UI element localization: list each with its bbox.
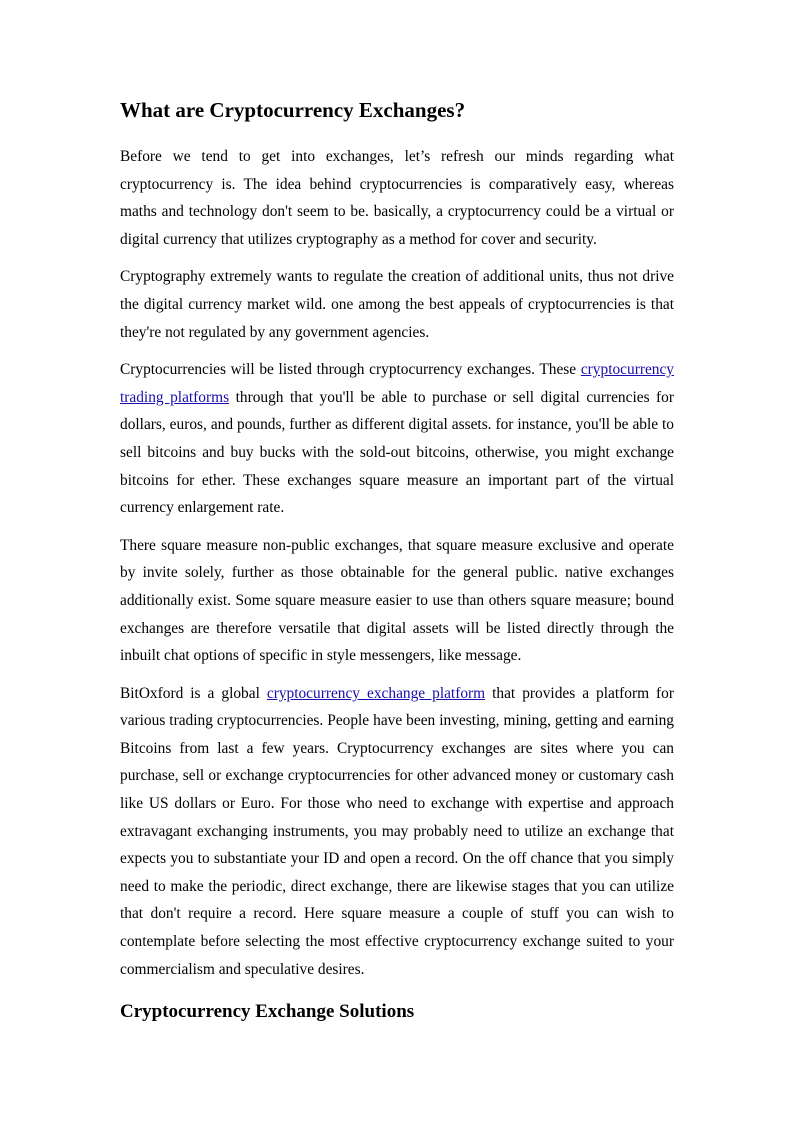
paragraph-exchange-types: There square measure non-public exchanges, that square measure exclusive and operate by invite solely, further as those obtainable for the general public. native exchanges additionally exist. Some square measure easier to use than others square measure; bound exchanges are therefore versatile that digital assets will be listed directly through the inbuilt chat options of specific in style messengers, like message. xyxy=(120,536,674,665)
paragraph-text: that provides a platform for various trading cryptocurrencies. People have been investing, mining, getting and earning Bitcoins from last a few years. Cryptocurrency exchanges are sites where you can purchase, sell or exchange cryptocurrencies for other advanced money or customary cash like US dollars or Euro. For those who need to exchange with expertise and approach extravagant exchanging instruments, you may probably need to utilize an exchange that expects you to substantiate your ID and open a record. On the off chance that you simply need to make the periodic, direct exchange, there are likewise stages that you can utilize that don't require a record. Here square measure a couple of stuff you can wish to contemplate before selecting the most effective cryptocurrency exchange suited to your commercialism and speculative desires. xyxy=(120,684,674,978)
paragraph-bitoxford xyxy=(120,680,674,984)
paragraph-exchanges-listing xyxy=(120,356,674,522)
paragraph-text: Cryptocurrencies will be listed through cryptocurrency exchanges. These xyxy=(120,361,581,379)
paragraph-text: through that you'll be able to purchase or sell digital currencies for dollars, euros, and pounds, further as different digital assets. for instance, you'll be able to sell bitcoins and buy bucks with the sold-out bitcoins, otherwise, you might exchange bitcoins for ether. These exchanges square measure an important part of the virtual currency enlargement rate. xyxy=(120,388,674,517)
exchange-platform-link[interactable]: cryptocurrency exchange platform xyxy=(266,684,486,702)
paragraph-text: BitOxford is a global xyxy=(120,684,267,702)
document-page xyxy=(120,96,674,1025)
section-heading: Cryptocurrency Exchange Solutions xyxy=(120,1001,415,1023)
page-title: What are Cryptocurrency Exchanges? xyxy=(120,98,466,122)
paragraph-intro: Before we tend to get into exchanges, let’s refresh our minds regarding what cryptocurrency is. The idea behind cryptocurrencies is comparatively easy, whereas maths and technology don't seem to be. basically, a cryptocurrency could be a virtual or digital currency that utilizes cryptography as a method for cover and security. xyxy=(120,148,674,248)
paragraph-cryptography: Cryptography extremely wants to regulate the creation of additional units, thus not drive the digital currency market wild. one among the best appeals of cryptocurrencies is that they're not regulated by any government agencies. xyxy=(120,268,674,341)
trading-platforms-link[interactable]: cryptocurrency trading platforms xyxy=(120,361,674,406)
